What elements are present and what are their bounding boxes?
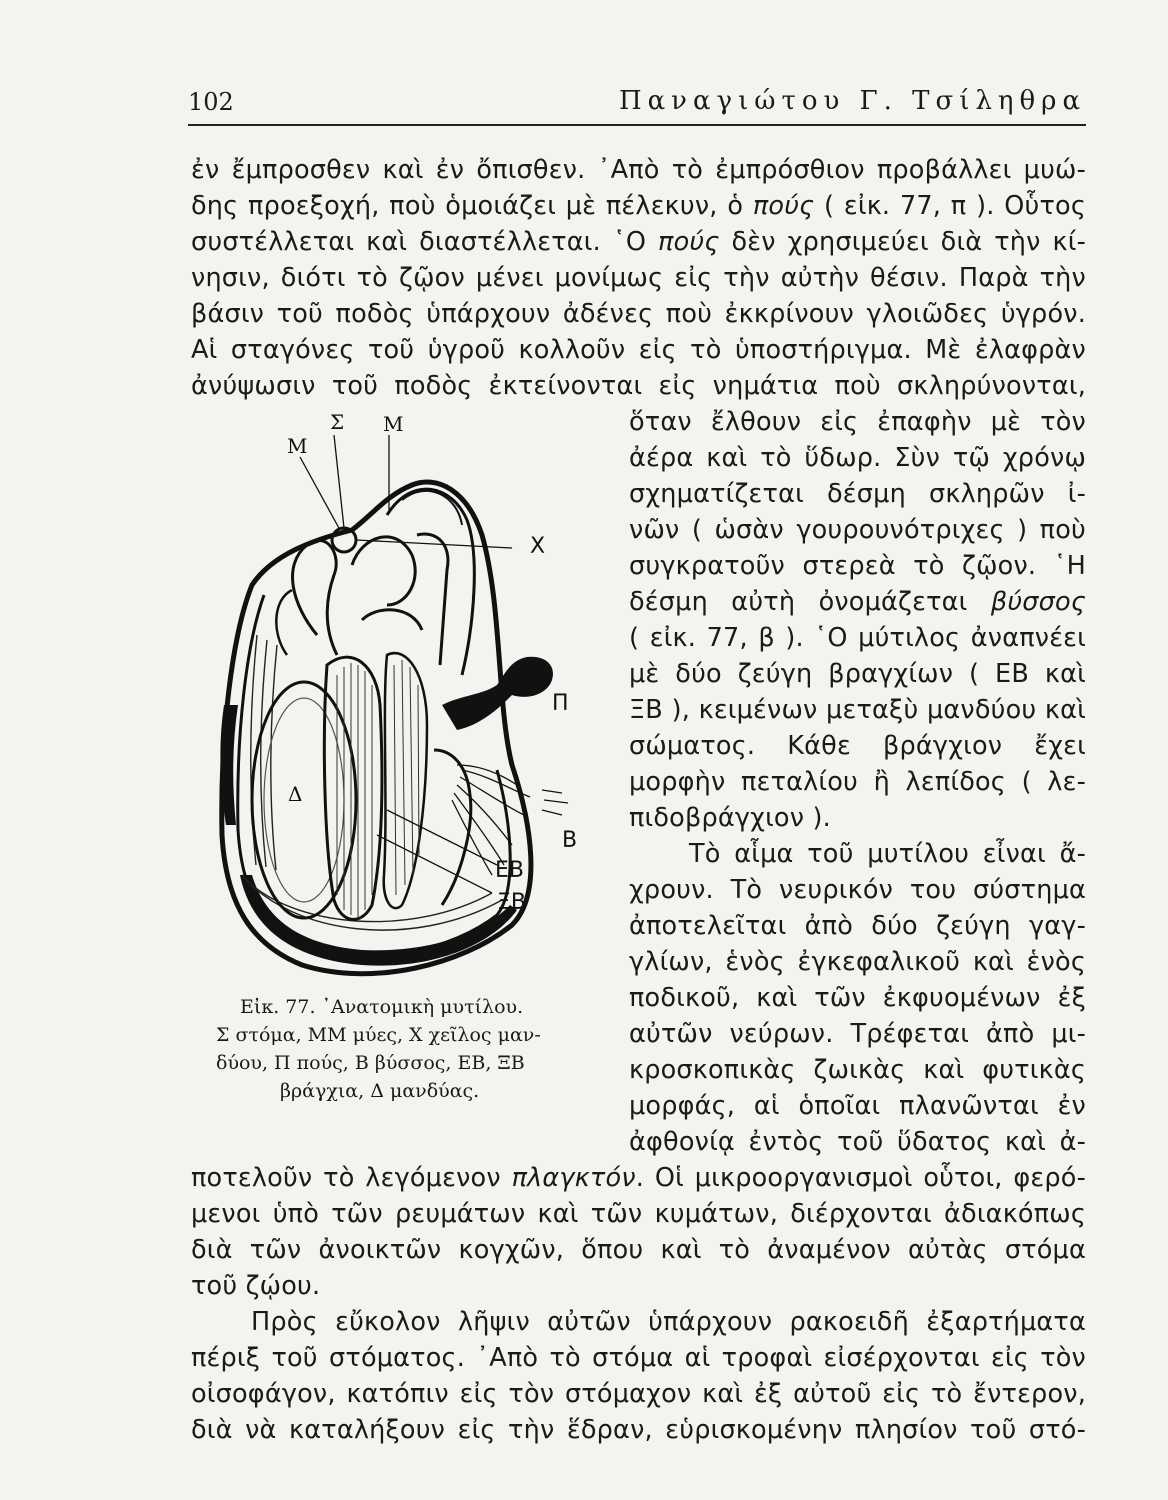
text-line: δης προεξοχή, ποὺ ὁμοιάζει μὲ πέλεκυν, ὁ πούς ( εἰκ. 77, π ). Οὗτος bbox=[191, 191, 1086, 221]
text-line: διὰ νὰ καταλήξουν εἰς τὴν ἕδραν, εὑρισκομένην πλησίον τοῦ στό- bbox=[191, 1415, 1086, 1445]
text-line: Πρὸς εὔκολον λῆψιν αὐτῶν ὑπάρχουν ρακοειδῆ ἐξαρτήματα bbox=[251, 1307, 1086, 1337]
text-line: μορφὴν πεταλίου ἢ λεπίδος ( λε- bbox=[629, 767, 1086, 797]
pous-italic: πούς bbox=[658, 227, 720, 257]
plankton-italic: πλαγκτόν bbox=[511, 1163, 636, 1193]
text-line: σχηματίζεται δέσμη σκληρῶν ἰ- bbox=[629, 479, 1086, 509]
text-line: αὐτῶν νεύρων. Τρέφεται ἀπὸ μι- bbox=[629, 1019, 1086, 1049]
header-rule bbox=[188, 124, 1086, 126]
text-line: ποτελοῦν τὸ λεγόμενον πλαγκτόν. Οἱ μικροοργανισμοὶ οὗτοι, φερό- bbox=[191, 1163, 1086, 1193]
text-line: πέριξ τοῦ στόματος. ᾿Απὸ τὸ στόμα αἱ τροφαὶ εἰσέρχονται εἰς τὸν bbox=[191, 1343, 1086, 1373]
label-XB: ΞΒ bbox=[497, 890, 526, 915]
text-line: οἰσοφάγον, κατόπιν εἰς τὸν στόμαχον καὶ ἐξ αὐτοῦ εἰς τὸ ἔντερον, bbox=[191, 1379, 1086, 1409]
text-line: γλίων, ἑνὸς ἐγκεφαλικοῦ καὶ ἑνὸς bbox=[629, 947, 1086, 977]
text-line: συστέλλεται καὶ διαστέλλεται. ῾Ο πούς δὲν χρησιμεύει διὰ τὴν κί- bbox=[191, 227, 1086, 257]
label-D: Δ bbox=[288, 782, 303, 806]
pous-italic: πούς bbox=[752, 191, 815, 221]
text-line: ἀφθονίᾳ ἐντὸς τοῦ ὕδατος καὶ ἀ- bbox=[629, 1127, 1086, 1157]
byssos-italic: βύσσος bbox=[990, 587, 1086, 617]
page-number: 102 bbox=[188, 88, 234, 116]
label-EB: ΕΒ bbox=[495, 858, 524, 883]
caption-line: δύου, Π πούς, Β βύσσος, ΕΒ, ΞΒ bbox=[216, 1052, 525, 1074]
caption-line: Σ στόμα, ΜΜ μύες, Χ χεῖλος μαν- bbox=[216, 1024, 541, 1046]
text-line: τοῦ ζῴου. bbox=[191, 1271, 321, 1301]
text-line: μορφάς, αἱ ὁποῖαι πλανῶνται ἐν bbox=[629, 1091, 1086, 1121]
text-line: σώματος. Κάθε βράγχιον ἔχει bbox=[629, 731, 1086, 761]
text-line: ἀποτελεῖται ἀπὸ δύο ζεύγη γαγ- bbox=[629, 911, 1086, 941]
label-X: Χ bbox=[530, 534, 546, 559]
text-line: διὰ τῶν ἀνοικτῶν κογχῶν, ὅπου καὶ τὸ ἀναμένον αὐτὰς στόμα bbox=[191, 1235, 1086, 1265]
text-line: νῶν ( ὡσὰν γουρουνότριχες ) ποὺ bbox=[629, 515, 1086, 545]
running-head: Παναγιώτου Γ. Τσίληθρα bbox=[618, 86, 1086, 116]
label-M-left: Μ bbox=[287, 434, 308, 458]
text-line: ἀνύψωσιν τοῦ ποδὸς ἐκτείνονται εἰς νημάτια ποὺ σκληρύνονται, bbox=[191, 371, 1086, 401]
label-P: Π bbox=[552, 691, 569, 716]
text-line: δέσμη αὐτὴ ὀνομάζεται βύσσος bbox=[629, 587, 1086, 617]
label-B: Β bbox=[562, 828, 578, 853]
text-line: Τὸ αἷμα τοῦ μυτίλου εἶναι ἄ- bbox=[689, 839, 1086, 869]
text-line: Αἱ σταγόνες τοῦ ὑγροῦ κολλοῦν εἰς τὸ ὑποστήριγμα. Μὲ ἐλαφρὰν bbox=[191, 335, 1086, 365]
text-line: συγκρατοῦν στερεὰ τὸ ζῷον. ῾Η bbox=[629, 551, 1086, 581]
text-line: ποδικοῦ, καὶ τῶν ἐκφυομένων ἐξ bbox=[629, 983, 1086, 1013]
text-line: ἀέρα καὶ τὸ ὕδωρ. Σὺν τῷ χρόνῳ bbox=[629, 443, 1086, 473]
text-line: ( εἰκ. 77, β ). ῾Ο μύτιλος ἀναπνέει bbox=[629, 623, 1086, 653]
text-line: χρουν. Τὸ νευρικόν του σύστημα bbox=[629, 875, 1086, 905]
page-header bbox=[188, 82, 1086, 126]
label-M-right: Μ bbox=[383, 412, 404, 436]
text-line: ΞΒ ), κειμένων μεταξὺ μανδύου καὶ bbox=[629, 695, 1086, 725]
text-line: νησιν, διότι τὸ ζῷον μένει μονίμως εἰς τὴν αὐτὴν θέσιν. Παρὰ τὴν bbox=[191, 263, 1086, 293]
text-line: ἐν ἔμπροσθεν καὶ ἐν ὄπισθεν. ᾿Απὸ τὸ ἐμπρόσθιον προβάλλει μυώ- bbox=[191, 155, 1086, 185]
mussel-drawing bbox=[212, 405, 592, 980]
label-S: Σ bbox=[330, 410, 345, 434]
text-line: ὅταν ἔλθουν εἰς ἐπαφὴν μὲ τὸν bbox=[629, 407, 1086, 437]
text-line: μὲ δύο ζεύγη βραγχίων ( ΕΒ καὶ bbox=[629, 659, 1086, 689]
caption-line: βράγχια, Δ μανδύας. bbox=[280, 1080, 480, 1102]
text-line: πιδοβράγχιον ). bbox=[629, 803, 831, 833]
mussel-anatomy-figure bbox=[212, 405, 592, 980]
caption-line: Εἰκ. 77. ᾿Ανατομικὴ μυτίλου. bbox=[240, 996, 524, 1018]
text-line: μενοι ὑπὸ τῶν ρευμάτων καὶ τῶν κυμάτων, διέρχονται ἀδιακόπως bbox=[191, 1199, 1086, 1229]
text-line: βάσιν τοῦ ποδὸς ὑπάρχουν ἀδένες ποὺ ἐκκρίνουν γλοιῶδες ὑγρόν. bbox=[191, 299, 1086, 329]
text-line: κροσκοπικὰς ζωικὰς καὶ φυτικὰς bbox=[629, 1055, 1086, 1085]
